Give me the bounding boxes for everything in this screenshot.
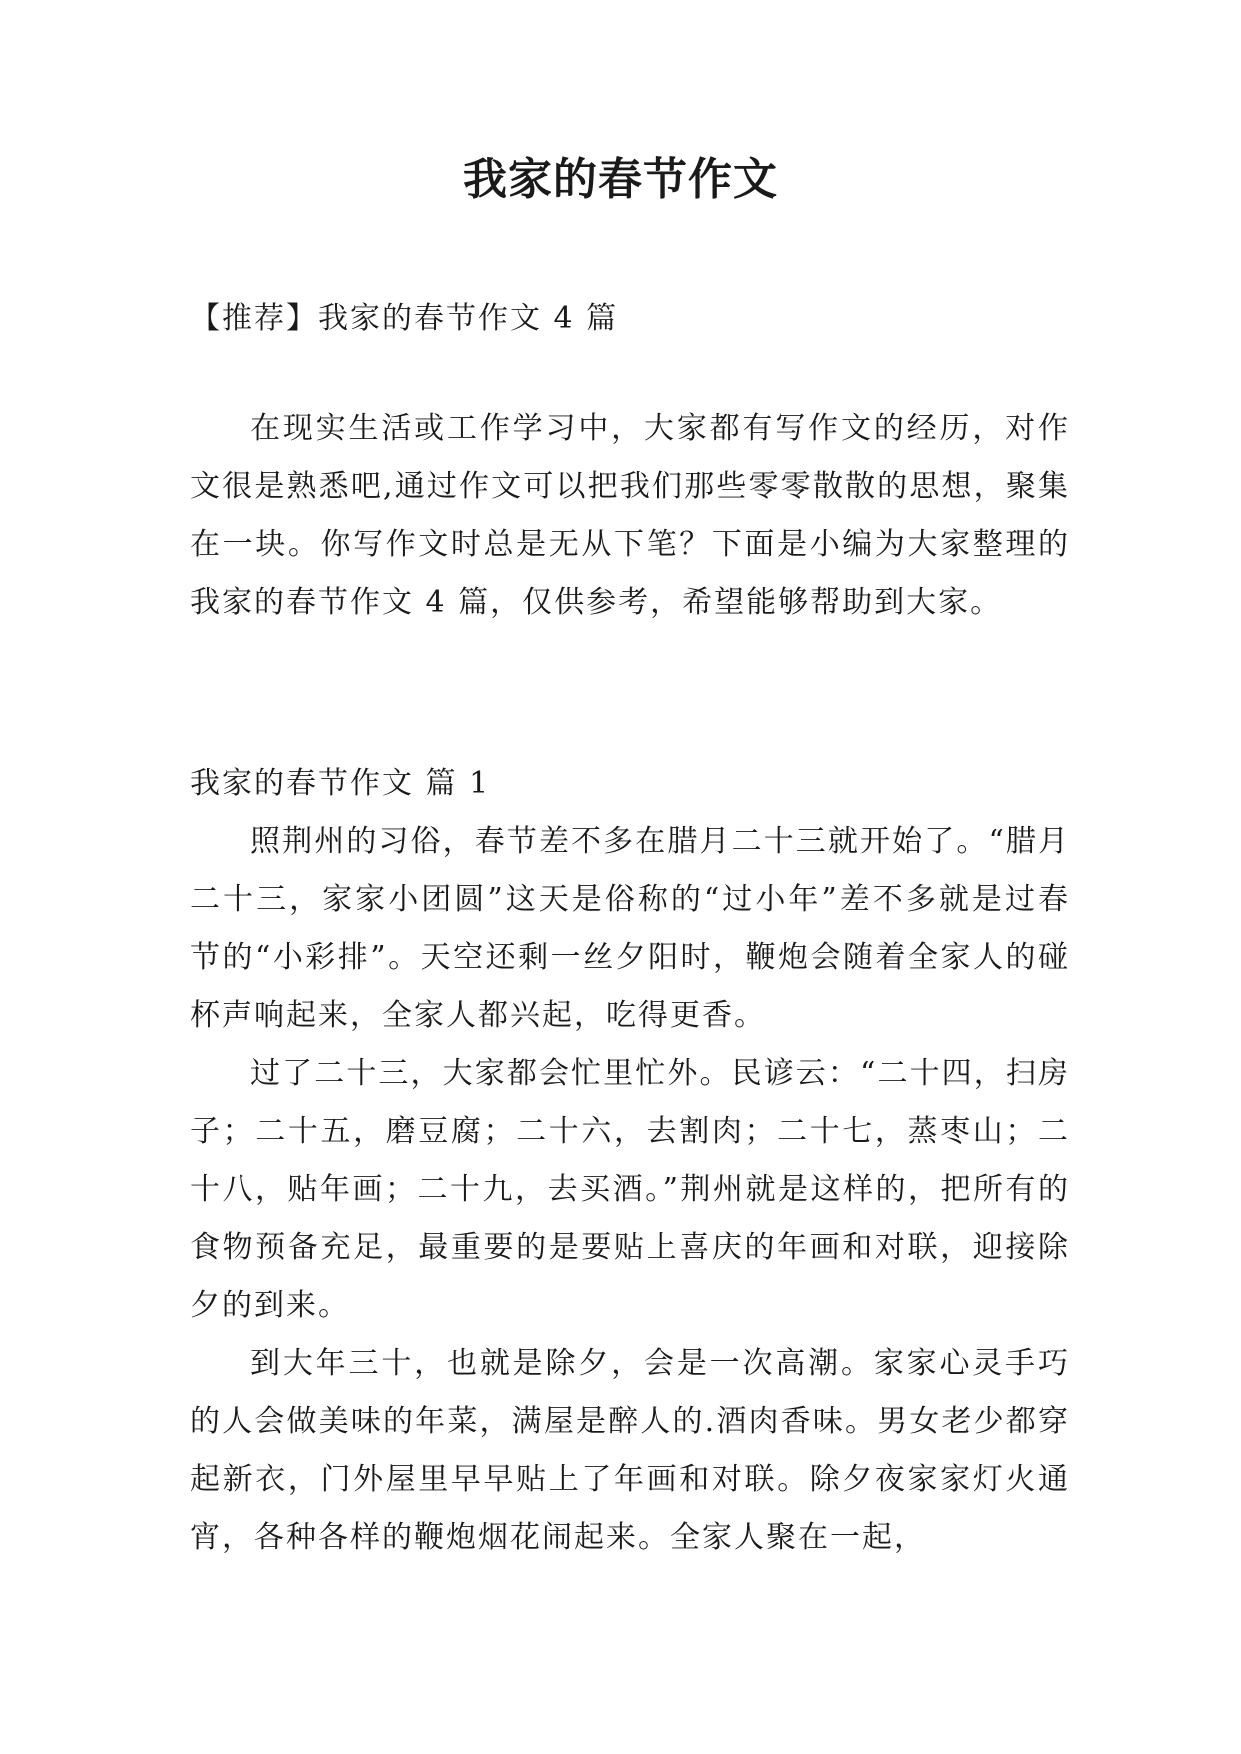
document-title: 我家的春节作文 [463, 154, 778, 205]
body-paragraph-3: 到大年三十，也就是除夕，会是一次高潮。家家心灵手巧的人会做美味的年菜，满屋是醉人的.酒肉香味。男女老少都穿起新衣，门外屋里早早贴上了年画和对联。除夕夜家家灯火通宵，各种各样的鞭炮烟花闹起来。全家人聚在一起， [190, 1346, 1070, 1555]
body-paragraph-1: 照荆州的习俗，春节差不多在腊月二十三就开始了。“腊月二十三，家家小团圆”这天是俗称的“过小年”差不多就是过春节的“小彩排”。天空还剩一丝夕阳时，鞭炮会随着全家人的碰杯声响起来，全家人都兴起，吃得更香。 [190, 824, 1070, 1033]
body-paragraph-2: 过了二十三，大家都会忙里忙外。民谚云：“二十四，扫房子；二十五，磨豆腐；二十六，去割肉；二十七，蒸枣山；二十八，贴年画；二十九，去买酒。”荆州就是这样的，把所有的食物预备充足，最重要的是要贴上喜庆的年画和对联，迎接除夕的到来。 [190, 1056, 1070, 1323]
document-subtitle: 【推荐】我家的春节作文 4 篇 [190, 301, 619, 336]
intro-paragraph: 在现实生活或工作学习中，大家都有写作文的经历，对作文很是熟悉吧,通过作文可以把我们那些零零散散的思想，聚集在一块。你写作文时总是无从下笔？下面是小编为大家整理的我家的春节作文 4 篇，仅供参考，希望能够帮助到大家。 [190, 411, 1070, 620]
intro-block [190, 400, 1070, 632]
section-heading: 我家的春节作文 篇 1 [190, 766, 491, 801]
section-body [190, 813, 1070, 1567]
